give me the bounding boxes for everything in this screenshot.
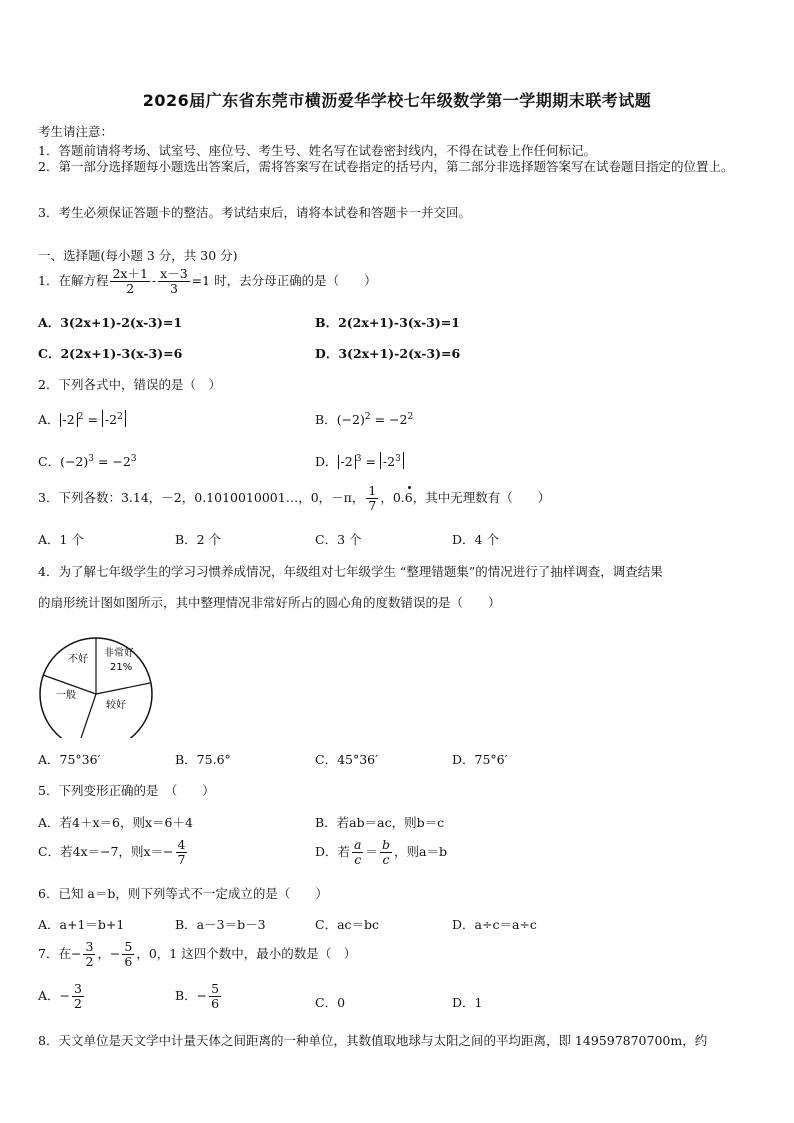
q7-b-num: 5: [211, 981, 220, 996]
q5-d-f1-num: a: [354, 837, 362, 852]
q2-option-d: [315, 452, 404, 470]
q7-a-den: 2: [74, 995, 82, 1011]
q1-option-b: B．2(2x+1)-3(x-3)=1: [315, 315, 460, 330]
q7-b-fraction: [209, 982, 221, 1011]
q2-c-mid: = −2: [97, 454, 131, 469]
q5-option-c: [38, 838, 189, 867]
pie-label-percent: 21%: [110, 662, 133, 673]
q7-a-text: A．−: [38, 987, 71, 1003]
q7-fraction-2: [122, 940, 134, 969]
question-1-stem: [38, 267, 377, 296]
q5-option-b: B．若ab＝ac，则b＝c: [315, 815, 445, 830]
q7-option-b: [175, 982, 223, 1011]
q5-c-den: 7: [177, 851, 186, 867]
q2-a-label: A．: [38, 412, 60, 428]
q5-d-suffix: ，则a＝b: [394, 843, 447, 859]
q3-frac-num: 1: [368, 483, 377, 498]
q2-d-abs-left: -2: [338, 455, 356, 469]
q5-d-fraction-1: [352, 838, 363, 867]
q1-suffix: =1 时，去分母正确的是（ ）: [191, 272, 377, 288]
q6-option-a: A．a+1＝b+1: [38, 917, 125, 932]
q2-c-expr: (−2): [60, 454, 89, 469]
q7-option-a: [38, 982, 86, 1011]
q2-d-abs-right: [380, 452, 404, 469]
q7-fraction-1: [83, 940, 95, 969]
q1-option-a: A．3(2x+1)-2(x-3)=1: [38, 315, 183, 330]
pie-label-very-good: 非常好: [104, 648, 134, 659]
q7-option-d: D．1: [452, 995, 483, 1010]
q7-stem-b: ，0，1 这四个数中，最小的数是（ ）: [136, 945, 357, 961]
question-7-stem: [38, 940, 356, 969]
q2-a-rexp: 2: [117, 412, 123, 422]
q5-d-fraction-2: [380, 838, 392, 867]
q3-frac-den: 7: [368, 497, 377, 513]
notice-item-1: 1．答题前请将考场、试室号、座位号、考生号、姓名写在试卷密封线内，不得在试卷上作任何标记。: [38, 143, 596, 158]
q5-option-a: A．若4＋x＝6，则x＝6＋4: [38, 815, 193, 830]
q2-b-mid: = −2: [374, 412, 408, 427]
q1-option-d: D．3(2x+1)-2(x-3)=6: [315, 346, 461, 361]
q5-c-text: C．若4x＝−7，则x＝−: [38, 843, 174, 859]
q5-d-eq: ＝: [365, 843, 378, 859]
q3-option-b: B．2 个: [175, 532, 222, 547]
q1-prefix: 1．在解方程: [38, 272, 109, 288]
q2-c-exp: 3: [88, 453, 94, 464]
q3-stem-b: ，0.: [380, 489, 405, 505]
q5-d-f2-den: c: [382, 851, 390, 867]
question-3-stem: [38, 484, 550, 513]
q1-frac1-num: 2x＋1: [112, 266, 148, 281]
q3-stem-c: ，其中无理数有（ ）: [412, 489, 551, 505]
q5-c-num: 4: [177, 837, 186, 852]
q2-a-exp: 2: [77, 412, 84, 422]
q1-frac1-den: 2: [126, 280, 135, 296]
pie-label-bad: 不好: [68, 654, 88, 665]
q2-d-right: -2: [382, 454, 396, 470]
question-2-stem: 2．下列各式中，错误的是（ ）: [38, 377, 221, 392]
q4-option-d: D．75°6′: [452, 752, 508, 767]
q2-b-exp: 2: [364, 411, 371, 422]
q2-option-c: [38, 452, 137, 470]
q5-c-fraction: [176, 838, 188, 867]
q2-b-label: B．: [315, 412, 337, 427]
q2-a-abs-right: [102, 410, 126, 427]
pie-chart-figure: [38, 628, 158, 738]
q1-minus: -: [151, 272, 157, 288]
q5-d-f1-den: c: [354, 851, 362, 867]
q3-fraction: [366, 484, 378, 513]
notice-heading: 考生请注意：: [38, 124, 114, 139]
question-4-line-2: 的扇形统计图如图所示，其中整理情况非常好所占的圆心角的度数错误的是（ ）: [38, 595, 501, 610]
question-8-line-1: 8．天文单位是天文学中计量天体之间距离的一种单位，其数值取地球与太阳之间的平均距离，即 149597870700m，约: [38, 1033, 708, 1048]
q7-stem-a: 7．在−: [38, 945, 82, 961]
q7-b-text: B．−: [175, 987, 208, 1003]
notice-item-3: 3．考生必须保证答题卡的整洁。考试结束后，请将本试卷和答题卡一并交回。: [38, 205, 471, 220]
q2-d-eq: =: [365, 454, 376, 470]
q4-option-a: A．75°36′: [38, 752, 101, 767]
q3-option-d: D．4 个: [452, 532, 499, 547]
q3-stem-a: 3．下列各数：3.14，－2，0.1010010001…，0，－π，: [38, 489, 365, 505]
q7-comma: ，−: [97, 945, 121, 961]
question-6-stem: 6．已知 a＝b，则下列等式不一定成立的是（ ）: [38, 886, 328, 901]
q7-f2-den: 6: [124, 953, 133, 969]
q1-frac2-den: 3: [169, 280, 178, 296]
pie-label-average: 一般: [56, 690, 76, 701]
q3-repeating-digit: 6: [404, 489, 413, 505]
notice-item-2: 2．第一部分选择题每小题选出答案后，需将答案写在试卷指定的括号内，第二部分非选择题答案写在试卷题目指定的位置上。: [38, 159, 734, 174]
question-4-line-1: 4．为了解七年级学生的学习习惯养成情况，年级组对七年级学生 “整理错题集”的情况进行了抽样调查，调查结果: [38, 564, 663, 579]
q1-fraction-2: [158, 267, 190, 296]
section-heading: 一、选择题(每小题 3 分，共 30 分): [38, 248, 238, 263]
q2-option-a: [38, 410, 126, 428]
q5-option-d: [315, 838, 447, 867]
q4-option-c: C．45°36′: [315, 752, 378, 767]
q7-a-fraction: [72, 982, 84, 1011]
q3-option-a: A．1 个: [38, 532, 84, 547]
q7-f1-den: 2: [85, 953, 94, 969]
q5-d-prefix: D．若: [315, 843, 351, 859]
q2-option-b: [315, 410, 413, 428]
q5-d-f2-num: b: [382, 837, 391, 852]
q1-fraction-1: [110, 267, 149, 296]
q2-d-rexp: 3: [395, 454, 401, 464]
q1-option-c: C．2(2x+1)-3(x-3)=6: [38, 346, 183, 361]
q3-option-c: C．3 个: [315, 532, 362, 547]
q6-option-b: B．a－3＝b－3: [175, 917, 266, 932]
q7-option-c: C．0: [315, 995, 346, 1010]
q7-f1-num: 3: [85, 939, 94, 954]
page-title: 2026届广东省东莞市横沥爱华学校七年级数学第一学期期末联考试题: [142, 91, 652, 110]
q6-option-c: C．ac＝bc: [315, 917, 380, 932]
q2-c-label: C．: [38, 454, 61, 469]
pie-label-good: 较好: [106, 700, 126, 711]
question-5-stem: 5．下列变形正确的是 （ ）: [38, 783, 215, 798]
q7-b-den: 6: [211, 995, 220, 1011]
q2-c-rexp: 3: [130, 453, 137, 464]
q2-b-rexp: 2: [407, 411, 414, 422]
q7-f2-num: 5: [124, 939, 133, 954]
q7-a-num: 3: [74, 981, 82, 996]
q2-a-eq: =: [87, 412, 98, 428]
q2-d-label: D．: [315, 454, 338, 470]
q2-b-expr: (−2): [336, 412, 365, 427]
q2-d-exp: 3: [355, 454, 362, 464]
q4-option-b: B．75.6°: [175, 752, 231, 767]
q6-option-d: D．a÷c＝a÷c: [452, 917, 537, 932]
q2-a-right: -2: [104, 412, 118, 428]
q2-a-abs-left: -2: [60, 413, 78, 427]
q1-frac2-num: x－3: [160, 266, 188, 281]
